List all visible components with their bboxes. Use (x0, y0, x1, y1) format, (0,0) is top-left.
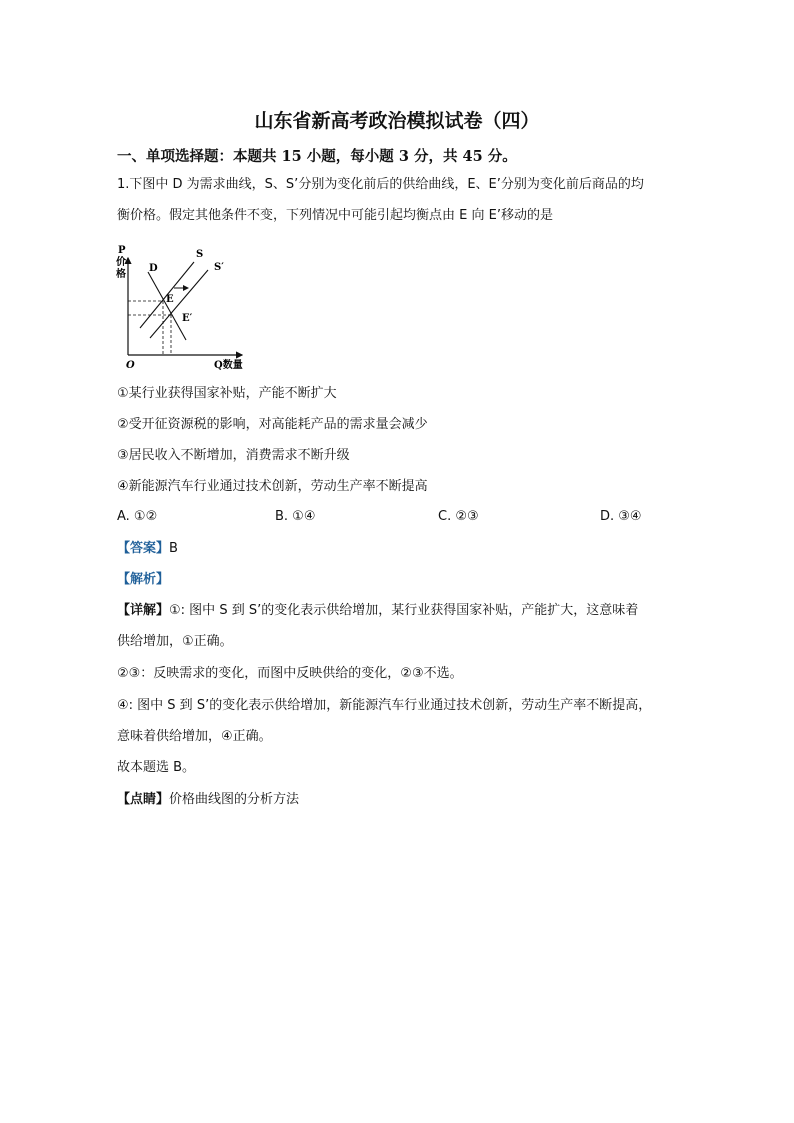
x-axis-label: Q数量 (214, 360, 243, 371)
origin-label: O (126, 360, 135, 371)
supply-demand-figure (110, 240, 260, 372)
detail-label: 【详解】 (117, 603, 170, 618)
y-axis-label-2: 格 (116, 269, 126, 280)
option-d: D. ③④ (600, 509, 642, 524)
supply-new-label: S′ (214, 262, 224, 273)
tip-text: 价格曲线图的分析方法 (169, 792, 300, 807)
detail-line-1 (117, 601, 638, 621)
statement-1: ①某行业获得国家补贴，产能不断扩大 (117, 386, 337, 401)
statement-2: ②受开征资源税的影响，对高能耗产品的需求量会减少 (117, 417, 428, 432)
answer-label: 【答案】 (117, 541, 170, 556)
option-a: A. ①② (117, 509, 158, 524)
option-c: C. ②③ (438, 509, 479, 524)
detail-text-1: ①: 图中 S 到 S’的变化表示供给增加，某行业获得国家补贴，产能扩大，这意味着 (169, 603, 639, 618)
analysis-line (117, 570, 169, 590)
detail-line-5: 意味着供给增加，④正确。 (117, 729, 272, 744)
answer-line (117, 539, 178, 559)
question-stem-line-2: 衡价格。假定其他条件不变，下列情况中可能引起均衡点由 E 向 E’移动的是 (117, 208, 553, 223)
demand-label: D (149, 263, 158, 274)
statement-3: ③居民收入不断增加，消费需求不断升级 (117, 448, 350, 463)
equilibrium-new-label: E′ (182, 313, 193, 324)
supply-label: S (196, 249, 204, 260)
question-stem-line-1: 1.下图中 D 为需求曲线，S、S’分别为变化前后的供给曲线，E、E’分别为变化前后商品的均 (117, 177, 644, 192)
section-heading: 一、单项选择题：本题共 15 小题，每小题 3 分，共 45 分。 (117, 148, 517, 165)
detail-line-2: 供给增加，①正确。 (117, 634, 233, 649)
analysis-label: 【解析】 (117, 572, 170, 587)
demand-curve-d (148, 272, 186, 340)
option-b: B. ①④ (275, 509, 316, 524)
page-title: 山东省新高考政治模拟试卷（四） (254, 110, 540, 132)
detail-line-6: 故本题选 B。 (117, 760, 196, 775)
answer-value: B (169, 541, 178, 556)
tip-line (117, 790, 299, 810)
detail-line-3: ②③：反映需求的变化，而图中反映供给的变化，②③不选。 (117, 666, 463, 681)
tip-label: 【点睛】 (117, 792, 170, 807)
y-axis-label-1: 价 (116, 257, 126, 268)
statement-4: ④新能源汽车行业通过技术创新，劳动生产率不断提高 (117, 479, 428, 494)
detail-line-4: ④: 图中 S 到 S’的变化表示供给增加，新能源汽车行业通过技术创新，劳动生产率不断提高， (117, 698, 652, 713)
y-axis-symbol: P (118, 245, 126, 256)
equilibrium-label: E (166, 294, 174, 305)
